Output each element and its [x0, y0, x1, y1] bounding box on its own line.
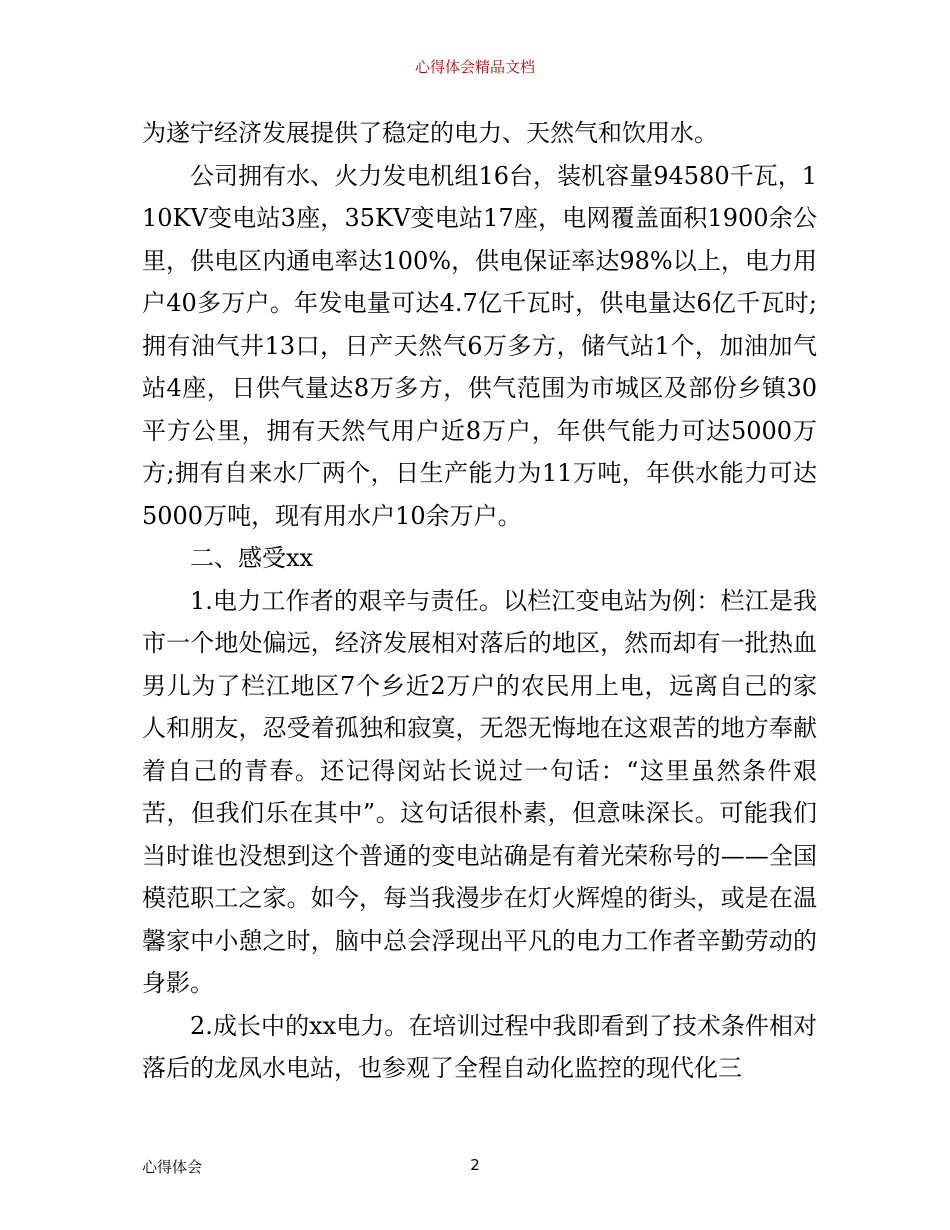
page-number: 2 — [470, 1156, 480, 1174]
paragraph-3: 1.电力工作者的艰辛与责任。以栏江变电站为例：栏江是我市一个地处偏远，经济发展相对落后的地区，然而却有一批热血男儿为了栏江地区7个乡近2万户的农民用上电，远离自己的家人和朋友，忍受着孤独和寂寞，无怨无悔地在这艰苦的地方奉献着自己的青春。还记得闵站长说过一句话：“这里虽然条件艰苦，但我们乐在其中”。这句话很朴素，但意味深长。可能我们当时谁也没想到这个普通的变电站确是有着光荣称号的——全国模范职工之家。如今，每当我漫步在灯火辉煌的街头，或是在温馨家中小憩之时，脑中总会浮现出平凡的电力工作者辛勤劳动的身影。 — [142, 586, 817, 997]
paragraph-1: 为遂宁经济发展提供了稳定的电力、天然气和饮用水。 — [142, 119, 718, 147]
footer-label: 心得体会 — [142, 1158, 203, 1176]
paragraph-2: 公司拥有水、火力发电机组16台，装机容量94580千瓦，110KV变电站3座，35KV变电站17座，电网覆盖面积1900余公里，供电区内通电率达100%，供电保证率达98%以上，电力用户40多万户。年发电量可达4.7亿千瓦时，供电量达6亿千瓦时;拥有油气井13口，日产天然气6万多方，储气站1个，加油加气站4座，日供气量达8万多方，供气范围为市城区及部份乡镇30平方公里，拥有天然气用户近8万户，年供气能力可达5000万方;拥有自来水厂两个，日生产能力为11万吨，年供水能力可达5000万吨，现有用水户10余万户。 — [142, 161, 817, 530]
paragraph-4: 2.成长中的xx电力。在培训过程中我即看到了技术条件相对落后的龙凤水电站，也参观了全程自动化监控的现代化三 — [142, 1011, 817, 1082]
body-text — [142, 112, 817, 1090]
section-heading: 二、感受xx — [190, 544, 314, 572]
header-title: 心得体会精品文档 — [414, 58, 535, 76]
